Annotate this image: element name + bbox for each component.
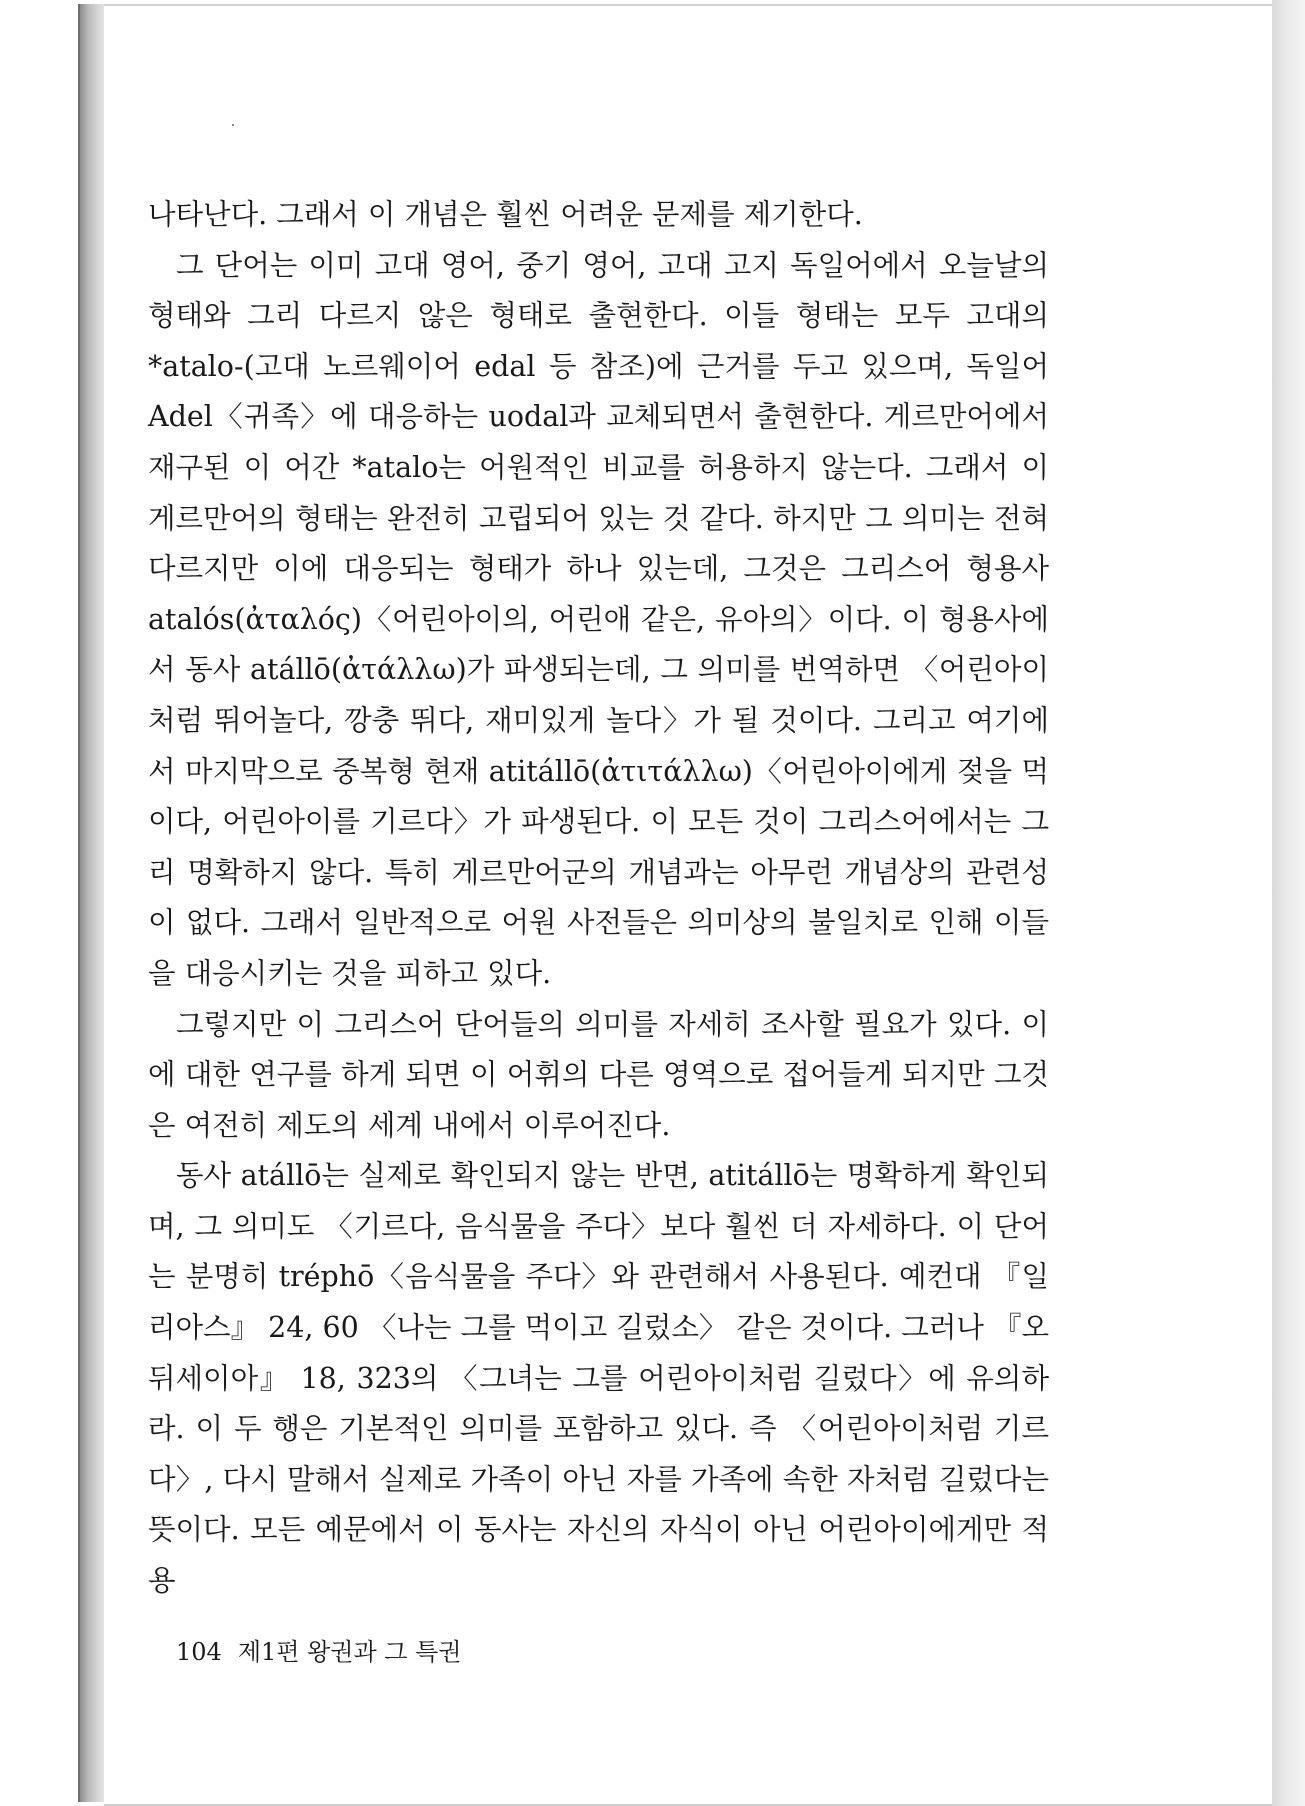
scan-speck bbox=[232, 124, 234, 126]
page-number: 104 bbox=[176, 1638, 222, 1666]
paragraph-1: 나타난다. 그래서 이 개념은 훨씬 어려운 문제를 제기한다. bbox=[148, 198, 863, 231]
page-stack-edge bbox=[78, 4, 106, 1802]
page-body bbox=[148, 190, 1049, 1607]
paragraph-3: 그렇지만 이 그리스어 단어들의 의미를 자세히 조사할 필요가 있다. 이에 대한 연구를 하게 되면 이 어휘의 다른 영역으로 접어들게 되지만 그것은 여전히 제도의 세계 내에서 이루어진다. bbox=[148, 1007, 1049, 1142]
page-shadow bbox=[1272, 0, 1305, 1806]
page-footer bbox=[176, 1632, 461, 1667]
paragraph-4: 동사 atállō는 실제로 확인되지 않는 반면, atitállō는 명확하게 확인되며, 그 의미도 〈기르다, 음식물을 주다〉보다 훨씬 더 자세하다. 이 단어는 분명히 tréphō〈음식물을 주다〉와 관련해서 사용된다. 예컨대 『일리아스』 24, 60 〈나는 그를 먹이고 길렀소〉 같은 것이다. 그러나 『오뒤세이아』 18, 323의 〈그녀는 그를 어린아이처럼 길렀다〉에 유의하라. 이 두 행은 기본적인 의미를 포함하고 있다. 즉 〈어린아이처럼 기르다〉, 다시 말해서 실제로 가족이 아닌 자를 가족에 속한 자처럼 길렀다는 뜻이다. 모든 예문에서 이 동사는 자신의 자식이 아닌 어린아이에게만 적용 bbox=[148, 1159, 1049, 1598]
running-head: 제1편 왕권과 그 특권 bbox=[237, 1638, 462, 1666]
paragraph-2: 그 단어는 이미 고대 영어, 중기 영어, 고대 고지 독일어에서 오늘날의 형태와 그리 다르지 않은 형태로 출현한다. 이들 형태는 모두 고대의 *atalo-(고대 노르웨이어 edal 등 참조)에 근거를 두고 있으며, 독일어 Adel〈귀족〉에 대응하는 uodal과 교체되면서 출현한다. 게르만어에서 재구된 이 어간 *atalo는 어원적인 비교를 허용하지 않는다. 그래서 이 게르만어의 형태는 완전히 고립되어 있는 것 같다. 하지만 그 의미는 전혀 다르지만 이에 대응되는 형태가 하나 있는데, 그것은 그리스어 형용사 atalós(ἀταλός)〈어린아이의, 어린애 같은, 유아의〉이다. 이 형용사에서 동사 atállō(ἀτάλλω)가 파생되는데, 그 의미를 번역하면 〈어린아이처럼 뛰어놀다, 깡충 뛰다, 재미있게 놀다〉가 될 것이다. 그리고 여기에서 마지막으로 중복형 현재 atitállō(ἀτιτάλλω)〈어린아이에게 젖을 먹이다, 어린아이를 기르다〉가 파생된다. 이 모든 것이 그리스어에서는 그리 명확하지 않다. 특히 게르만어군의 개념과는 아무런 개념상의 관련성이 없다. 그래서 일반적으로 어원 사전들은 의미상의 불일치로 인해 이들을 대응시키는 것을 피하고 있다. bbox=[148, 248, 1049, 990]
